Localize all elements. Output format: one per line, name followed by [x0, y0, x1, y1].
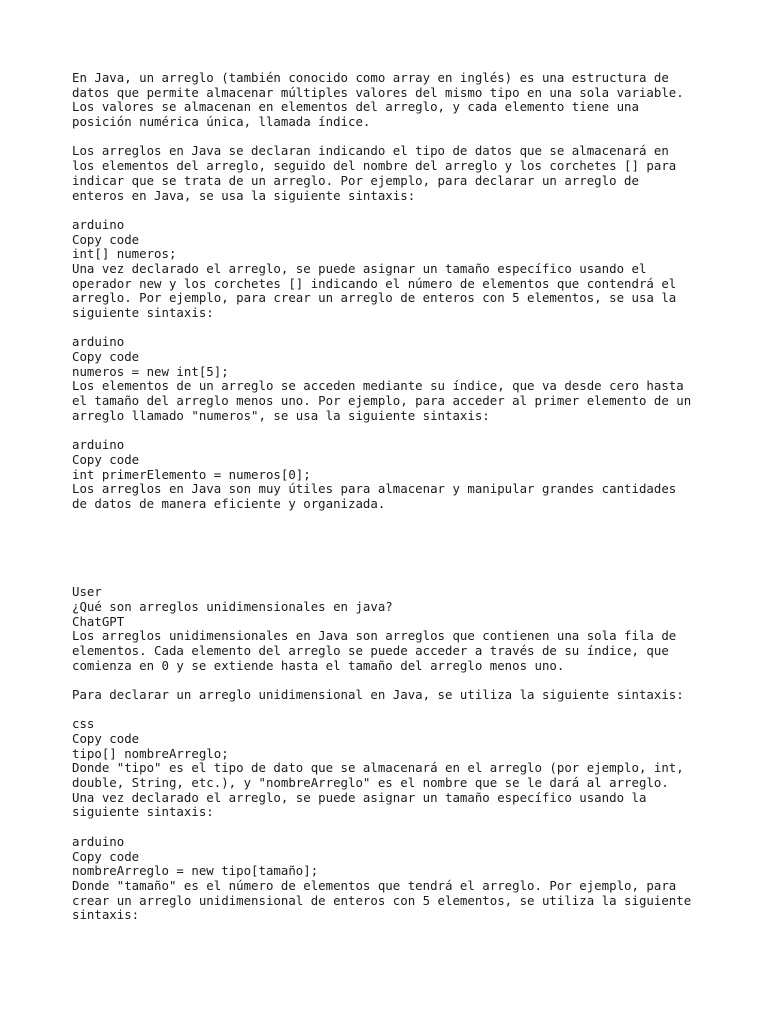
text-line: nombreArreglo = new tipo[tamaño];: [72, 863, 319, 879]
paragraph-gap: [72, 321, 722, 336]
text-line: Donde "tamaño" es el número de elementos que tendrá el arreglo. Por ejemplo, para: [72, 877, 677, 893]
text-line: siguiente sintaxis:: [72, 804, 214, 820]
paragraph: [72, 688, 722, 703]
text-line: arduino: [72, 334, 125, 350]
text-line: enteros en Java, se usa la siguiente sintaxis:: [72, 187, 416, 203]
text-line: tipo[] nombreArreglo;: [72, 745, 229, 761]
text-line: posición numérica única, llamada índice.: [72, 114, 371, 130]
text-line: Donde "tipo" es el tipo de dato que se almacenará en el arreglo (por ejemplo, int,: [72, 760, 684, 776]
paragraph-gap: [72, 203, 722, 218]
text-line: crear un arreglo unidimensional de enteros con 5 elementos, se utiliza la siguiente: [72, 892, 692, 908]
text-line: arduino: [72, 437, 125, 453]
paragraph-gap: [72, 673, 722, 688]
text-line: arduino: [72, 216, 125, 232]
text-line: Los valores se almacenan en elementos del arreglo, y cada elemento tiene una: [72, 99, 639, 115]
paragraph: [72, 835, 722, 923]
text-line: sintaxis:: [72, 907, 140, 923]
text-line: Copy code: [72, 848, 140, 864]
text-line: double, String, etc.), y "nombreArreglo" es el nombre que se le dará al arreglo.: [72, 775, 669, 791]
paragraph-gap: [72, 130, 722, 145]
text-line: operador new y los corchetes [] indicando el número de elementos que contendrá el: [72, 275, 677, 291]
text-line: Copy code: [72, 231, 140, 247]
text-line: arduino: [72, 833, 125, 849]
paragraph: [72, 585, 722, 673]
text-line: de datos de manera eficiente y organizada.: [72, 495, 386, 511]
text-line: Una vez declarado el arreglo, se puede asignar un tamaño específico usando el: [72, 260, 647, 276]
paragraph: [72, 335, 722, 423]
text-line: numeros = new int[5];: [72, 363, 229, 379]
text-line: comienza en 0 y se extiende hasta el tamaño del arreglo menos uno.: [72, 657, 565, 673]
text-line: indicar que se trata de un arreglo. Por ejemplo, para declarar un arreglo de: [72, 172, 639, 188]
text-line: arreglo llamado "numeros", se usa la siguiente sintaxis:: [72, 407, 490, 423]
text-line: ¿Qué son arreglos unidimensionales en java?: [72, 598, 393, 614]
text-line: datos que permite almacenar múltiples valores del mismo tipo en una sola variable.: [72, 84, 684, 100]
paragraph: [72, 144, 722, 203]
text-line: el tamaño del arreglo menos uno. Por ejemplo, para acceder al primer elemento de un: [72, 393, 692, 409]
text-line: Para declarar un arreglo unidimensional en Java, se utiliza la siguiente sintaxis:: [72, 686, 684, 702]
text-line: Los elementos de un arreglo se acceden mediante su índice, que va desde cero hasta: [72, 378, 684, 394]
paragraph-gap: [72, 424, 722, 439]
text-line: elementos. Cada elemento del arreglo se puede acceder a través de su índice, que: [72, 642, 669, 658]
text-line: int primerElemento = numeros[0];: [72, 466, 311, 482]
document-page: [72, 71, 722, 923]
paragraph-gap: [72, 703, 722, 718]
paragraph: [72, 71, 722, 130]
text-line: Los arreglos en Java son muy útiles para almacenar y manipular grandes cantidades: [72, 481, 677, 497]
text-line: Los arreglos en Java se declaran indicando el tipo de datos que se almacenará en: [72, 143, 669, 159]
text-line: Copy code: [72, 349, 140, 365]
text-line: ChatGPT: [72, 613, 125, 629]
text-line: Una vez declarado el arreglo, se puede asignar un tamaño específico usando la: [72, 789, 647, 805]
text-line: int[] numeros;: [72, 246, 177, 262]
text-line: Copy code: [72, 731, 140, 746]
paragraph: [72, 438, 722, 511]
text-line: User: [72, 584, 102, 600]
text-line: los elementos del arreglo, seguido del nombre del arreglo y los corchetes [] para: [72, 158, 677, 174]
text-line: En Java, un arreglo (también conocido como array en inglés) es una estructura de: [72, 70, 669, 85]
text-line: siguiente sintaxis:: [72, 305, 214, 320]
text-line: Copy code: [72, 451, 140, 467]
paragraph-gap: [72, 820, 722, 835]
text-line: Los arreglos unidimensionales en Java son arreglos que contienen una sola fila de: [72, 628, 677, 644]
paragraph: [72, 218, 722, 321]
paragraph-gap: [72, 512, 722, 586]
text-line: css: [72, 716, 95, 732]
text-line: arreglo. Por ejemplo, para crear un arreglo de enteros con 5 elementos, se usa la: [72, 290, 677, 306]
paragraph: [72, 717, 722, 820]
